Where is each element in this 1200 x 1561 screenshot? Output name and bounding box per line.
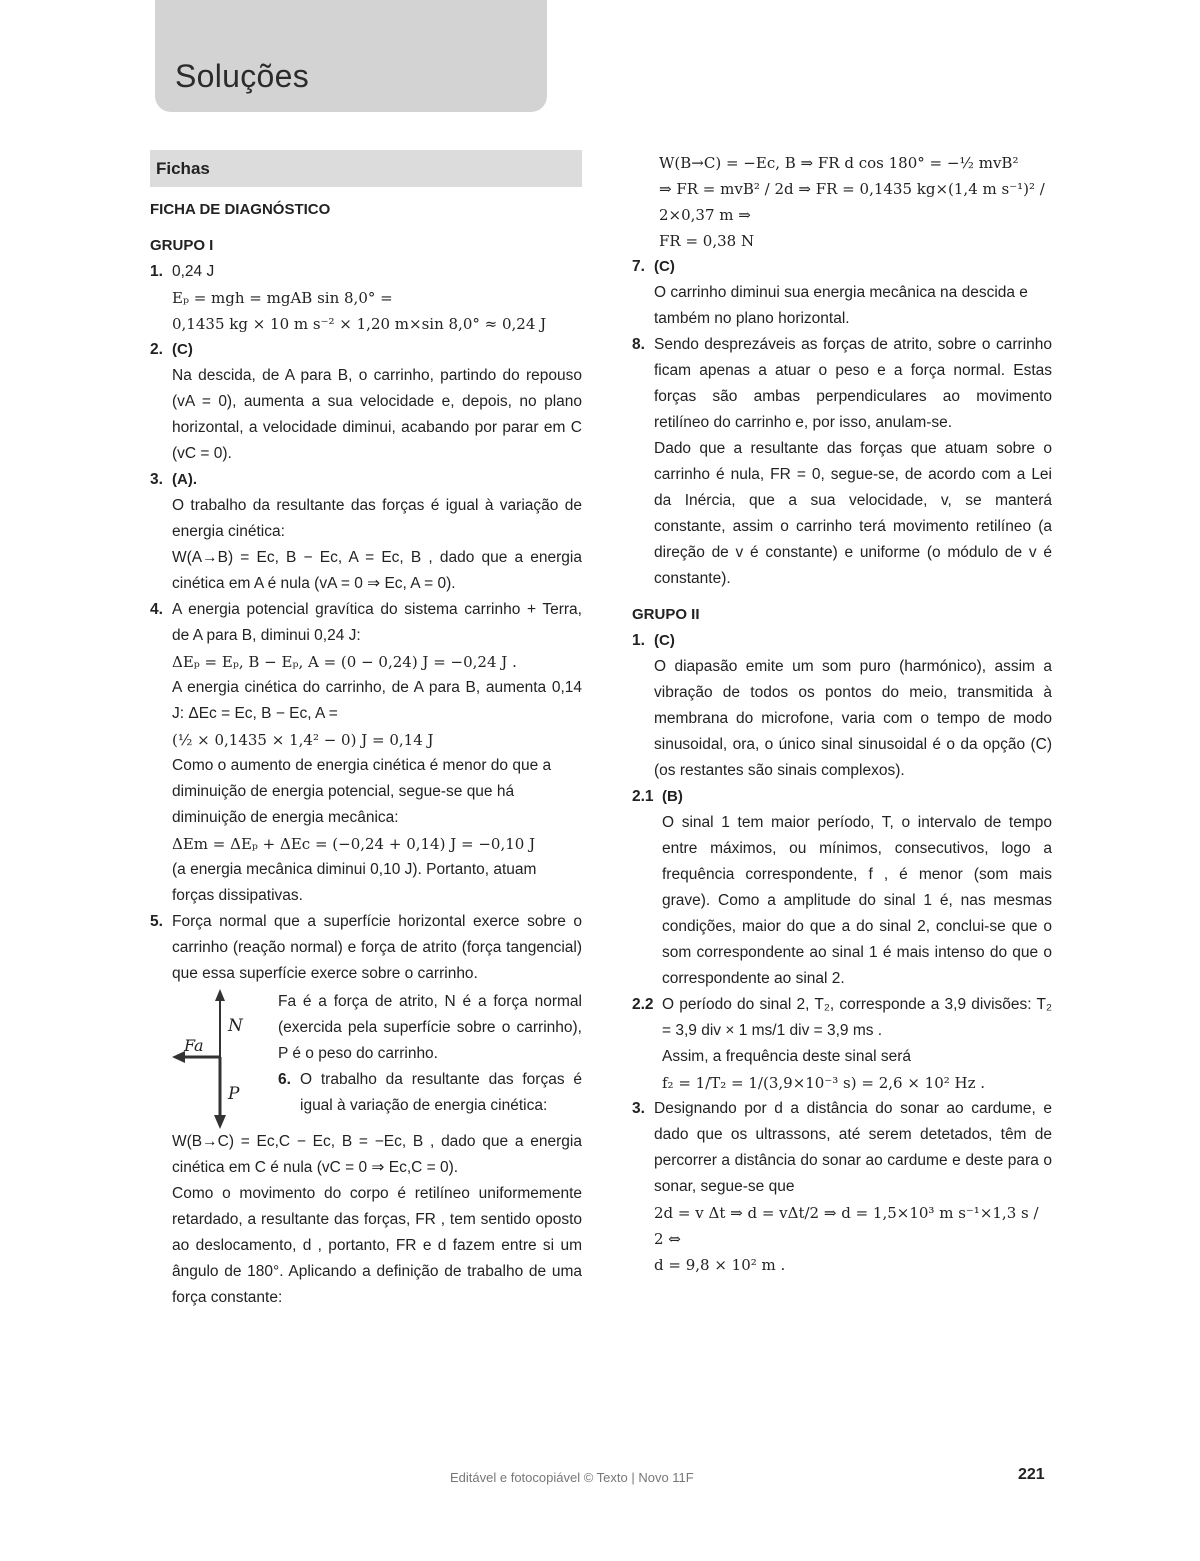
equation: 2d = v Δt ⇒ d = vΔt/2 ⇒ d = 1,5×10³ m s⁻¹×1,3 s / 2 ⇔	[654, 1204, 1039, 1248]
label-p: P	[228, 1084, 240, 1104]
equation: ⇒ FR = mvB² / 2d ⇒ FR = 0,1435 kg×(1,4 m s⁻¹)² / 2×0,37 m ⇒	[659, 180, 1045, 224]
paragraph: O sinal 1 tem maior período, T, o intervalo de tempo entre máximos, ou mínimos, consecutivos, logo a frequência correspondente, f , é menor (som mais grave). Como a amplitude do sinal 1 é, nas mesmas condições, maior do que a do sinal 2, conclui-se que o som correspondente ao sinal 1 é mais intenso do que o correspondente ao sinal 2.	[662, 814, 1052, 987]
question-number: 3.	[150, 471, 163, 488]
question-number: 1.	[632, 632, 645, 649]
q6-continuation	[632, 150, 1052, 254]
force-diagram	[172, 989, 272, 1129]
header-tab	[155, 0, 547, 112]
question-2	[150, 337, 582, 467]
question-number: 6.	[278, 1071, 291, 1088]
g2-question-2-2	[632, 992, 1052, 1096]
equation: 0,1435 kg × 10 m s⁻² × 1,20 m×sin 8,0° ≈ 0,24 J	[172, 315, 547, 333]
group-title: GRUPO I	[150, 237, 214, 254]
paragraph: O trabalho da resultante das forças é igual à variação de energia cinética:	[300, 1071, 582, 1114]
g2-question-1	[632, 628, 1052, 784]
equation: W(A→B) = Ec, B − Ec, A = Ec, B , dado que a energia cinética em A é nula (vA = 0 ⇒ Ec, A = 0).	[172, 549, 582, 592]
paragraph: Como o movimento do corpo é retilíneo uniformemente retardado, a resultante das forças, FR , tem sentido oposto ao deslocamento, d , portanto, FR e d fazem entre si um ângulo de 180°. Aplicando a definição de trabalho de uma força constante:	[172, 1185, 582, 1306]
equation: Eₚ = mgh = mgAB sin 8,0° =	[172, 289, 393, 307]
group-title: GRUPO II	[632, 606, 700, 623]
answer: (C)	[654, 632, 675, 649]
equation: f₂ = 1/T₂ = 1/(3,9×10⁻³ s) = 2,6 × 10² Hz .	[662, 1074, 986, 1092]
section-bar: Fichas	[150, 150, 582, 187]
question-number: 7.	[632, 258, 645, 275]
g2-question-3	[632, 1096, 1052, 1278]
answer: (C)	[172, 341, 193, 358]
page-title: Soluções	[175, 58, 310, 94]
paragraph: Força normal que a superfície horizontal exerce sobre o carrinho (reação normal) e força de atrito (força tangencial) que essa superfície exerce sobre o carrinho.	[172, 913, 582, 982]
paragraph: Assim, a frequência deste sinal será	[662, 1048, 911, 1065]
paragraph: A energia potencial gravítica do sistema carrinho + Terra, de A para B, diminui 0,24 J:	[172, 601, 582, 644]
force-diagram-block	[172, 989, 582, 1129]
equation: ΔEₚ = Eₚ, B − Eₚ, A = (0 − 0,24) J = −0,24 J .	[172, 653, 517, 671]
paragraph: O período do sinal 2, T₂, corresponde a 3,9 divisões: T₂ = 3,9 div × 1 ms/1 div = 3,9 ms .	[662, 996, 1052, 1039]
equation: (½ × 0,1435 × 1,4² − 0) J = 0,14 J	[172, 731, 434, 749]
equation: ΔEm = ΔEₚ + ΔEc = (−0,24 + 0,14) J = −0,10 J	[172, 835, 536, 853]
paragraph: A energia cinética do carrinho, de A para B, aumenta 0,14 J: ΔEc = Ec, B − Ec, A =	[172, 679, 582, 722]
g2-question-2-1	[632, 784, 1052, 992]
question-7	[632, 254, 1052, 332]
label-fa: Fa	[184, 1036, 204, 1055]
paragraph: O carrinho diminui sua energia mecânica na descida e também no plano horizontal.	[654, 284, 1028, 327]
paragraph: Dado que a resultante das forças que atuam sobre o carrinho é nula, FR = 0, segue-se, de acordo com a Lei da Inércia, que a sua velocidade, v, se manterá constante, assim o carrinho terá movimento retilíneo (a direção de v é constante) e uniforme (o módulo de v é constante).	[654, 440, 1052, 587]
figure-caption: Fa é a força de atrito, N é a força normal (exercida pela superfície sobre o carrinho), P é o peso do carrinho.	[278, 993, 582, 1062]
paragraph: Designando por d a distância do sonar ao cardume, e dado que os ultrassons, até serem detetados, têm de percorrer a distância do sonar ao cardume e deste para o sonar, segue-se que	[654, 1100, 1052, 1195]
question-number: 8.	[632, 336, 645, 353]
paragraph: O diapasão emite um som puro (harmónico), assim a vibração de todos os pontos do meio, transmitida à membrana do microfone, varia com o tempo de modo sinusoidal, ora, o único sinal sinusoidal é o da opção (C) (os restantes são sinais complexos).	[654, 658, 1052, 779]
question-8	[632, 332, 1052, 592]
equation: W(B→C) = −Ec, B ⇒ FR d cos 180° = −½ mvB²	[659, 154, 1019, 172]
question-5	[150, 909, 582, 1311]
equation: W(B→C) = Ec,C − Ec, B = −Ec, B , dado que a energia cinética em C é nula (vC = 0 ⇒ Ec,C = 0).	[172, 1133, 582, 1176]
equation: FR = 0,38 N	[659, 232, 755, 250]
paragraph: O trabalho da resultante das forças é igual à variação de energia cinética:	[172, 497, 582, 540]
paragraph: (a energia mecânica diminui 0,10 J). Portanto, atuam forças dissipativas.	[172, 861, 537, 904]
page-number: 221	[1018, 1466, 1045, 1483]
question-1	[150, 259, 582, 337]
footer-text: Editável e fotocopiável © Texto | Novo 11F	[450, 1470, 694, 1485]
paragraph: Na descida, de A para B, o carrinho, partindo do repouso (vA = 0), aumenta a sua velocidade e, depois, no plano horizontal, a velocidade diminui, acabando por parar em C (vC = 0).	[172, 367, 582, 462]
right-column	[632, 150, 1052, 1278]
left-column	[150, 150, 582, 1311]
question-number: 3.	[632, 1100, 645, 1117]
question-number: 2.1	[632, 788, 654, 805]
question-6	[278, 1067, 582, 1119]
question-number: 4.	[150, 601, 163, 618]
question-number: 2.	[150, 341, 163, 358]
paragraph: Como o aumento de energia cinética é menor do que a diminuição de energia potencial, segue-se que há diminuição de energia mecânica:	[172, 757, 552, 826]
equation: d = 9,8 × 10² m .	[654, 1256, 786, 1274]
question-3	[150, 467, 582, 597]
answer: (B)	[662, 788, 683, 805]
question-number: 2.2	[632, 996, 654, 1013]
question-number: 1.	[150, 263, 163, 280]
answer: (C)	[654, 258, 675, 275]
label-n: N	[228, 1016, 243, 1036]
paragraph: Sendo desprezáveis as forças de atrito, sobre o carrinho ficam apenas a atuar o peso e a força normal. Estas forças são ambas perpendiculares ao movimento retilíneo do carrinho e, por isso, anulam-se.	[654, 336, 1052, 431]
sheet-title: FICHA DE DIAGNÓSTICO	[150, 201, 331, 218]
answer: 0,24 J	[172, 263, 215, 280]
question-4	[150, 597, 582, 909]
question-number: 5.	[150, 913, 163, 930]
answer: (A).	[172, 471, 197, 488]
